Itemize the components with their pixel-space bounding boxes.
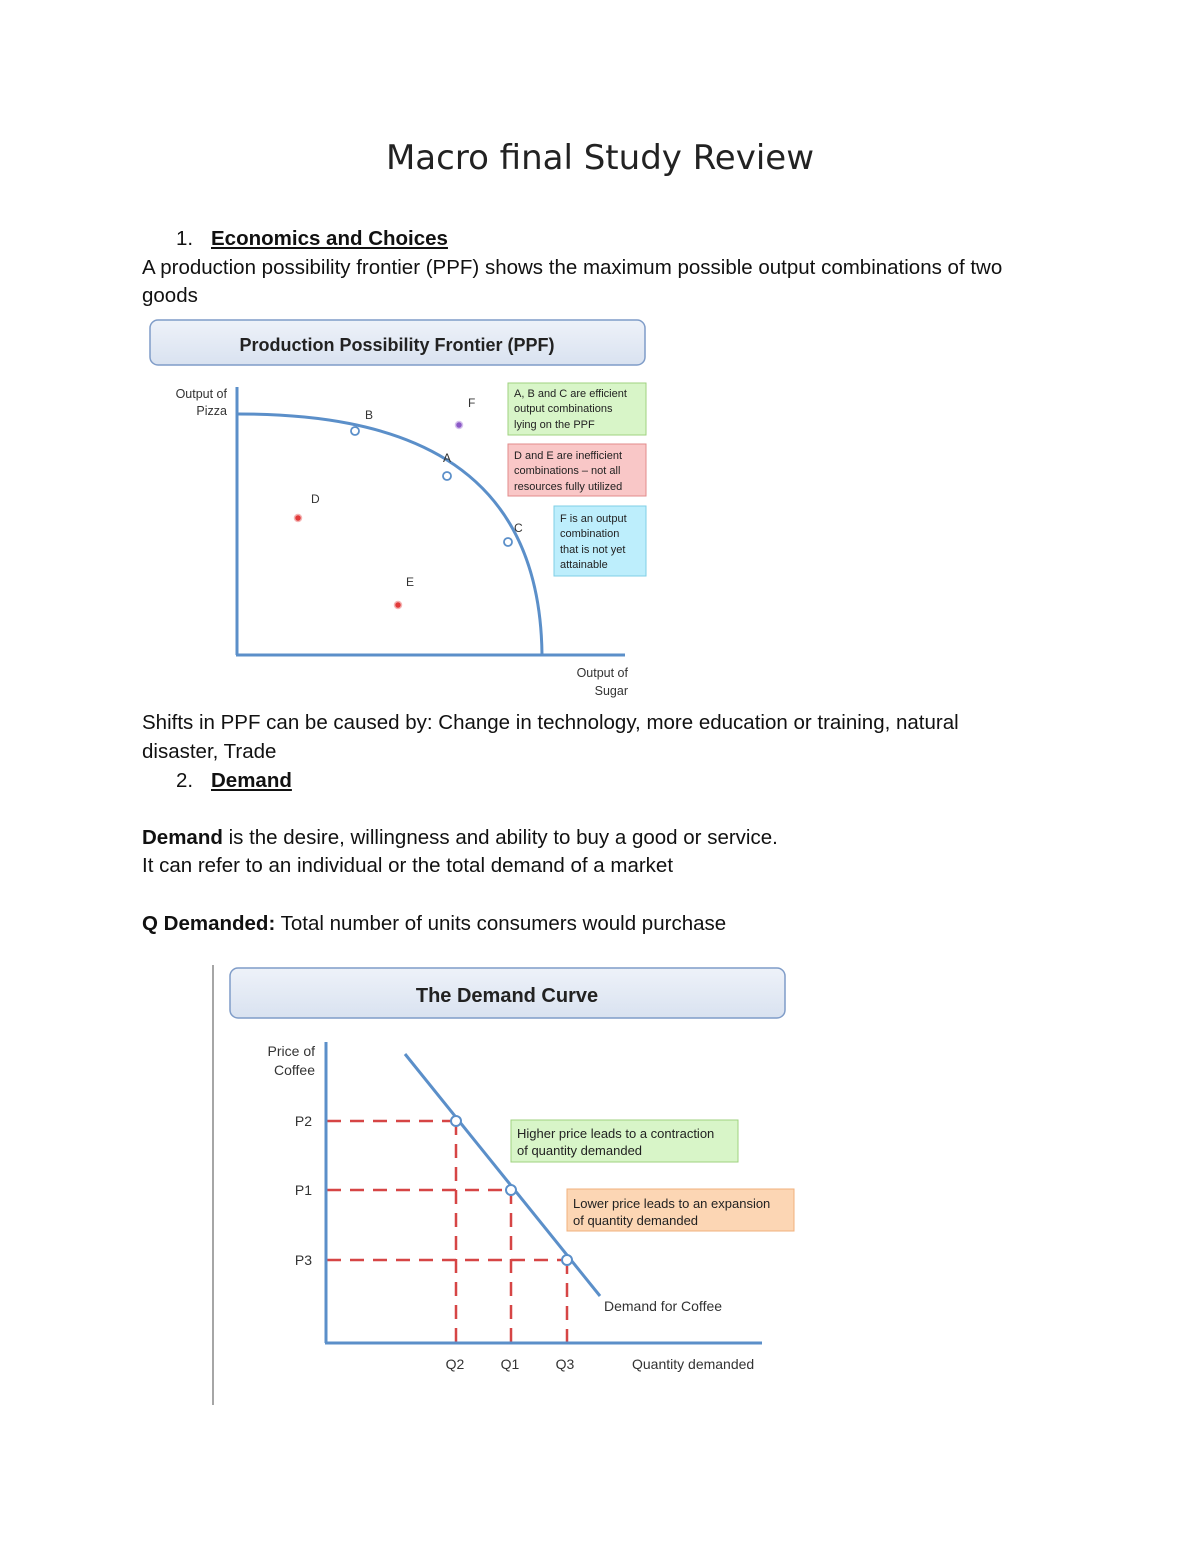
- section-title: Economics and Choices: [211, 227, 448, 250]
- demand-definition: [142, 824, 778, 852]
- demand-point-p2: [451, 1116, 461, 1126]
- ppf-definition-line-1: A production possibility frontier (PPF) shows the maximum possible output combinations of two: [142, 256, 1003, 279]
- section-number: 1.: [176, 227, 194, 250]
- ppf-y-label: Output of: [175, 387, 227, 401]
- ppf-note-blue-line: attainable: [560, 559, 608, 571]
- price-label-p1: P1: [294, 1182, 312, 1198]
- ppf-label-d: D: [311, 492, 320, 506]
- ppf-note-blue-line: combination: [560, 528, 620, 540]
- demand-definition-text: is the desire, willingness and ability to buy a good or service.: [222, 826, 778, 849]
- demand-point-p1: [506, 1185, 516, 1195]
- ppf-note-green-line: output combinations: [514, 403, 613, 415]
- document-title: Macro final Study Review: [385, 138, 815, 178]
- ppf-label-e: E: [406, 575, 415, 589]
- demand-definition-line-2: It can refer to an individual or the total demand of a market: [142, 854, 674, 877]
- demand-curve-label: Demand for Coffee: [604, 1298, 723, 1314]
- demand-title: The Demand Curve: [415, 985, 599, 1007]
- demand-note-green-line: of quantity demanded: [517, 1143, 643, 1158]
- section-title: Demand: [211, 769, 292, 792]
- ppf-point-d: [295, 515, 302, 522]
- demand-note-orange-line: of quantity demanded: [573, 1213, 699, 1228]
- ppf-note-red-line: D and E are inefficient: [514, 450, 623, 462]
- ppf-note-blue-line: F is an output: [560, 513, 627, 525]
- ppf-y-label-2: Pizza: [196, 404, 227, 418]
- ppf-label-b: B: [365, 408, 374, 422]
- demand-x-label: Quantity demanded: [632, 1356, 755, 1372]
- ppf-point-b: [351, 427, 359, 435]
- ppf-x-label-2: Sugar: [594, 684, 628, 698]
- ppf-title: Production Possibility Frontier (PPF): [239, 335, 555, 355]
- ppf-note-blue-line: that is not yet: [560, 544, 626, 556]
- q-demanded-text: Total number of units consumers would purchase: [275, 912, 727, 935]
- quantity-label-q2: Q2: [445, 1356, 465, 1372]
- quantity-label-q1: Q1: [500, 1356, 520, 1372]
- ppf-note-red-line: combinations – not all: [514, 465, 621, 477]
- demand-term: Demand: [142, 826, 223, 849]
- demand-note-green-line: Higher price leads to a contraction: [517, 1126, 715, 1141]
- ppf-label-c: C: [514, 521, 523, 535]
- price-label-p3: P3: [294, 1252, 312, 1268]
- demand-point-p3: [562, 1255, 572, 1265]
- quantity-label-q3: Q3: [555, 1356, 575, 1372]
- section-number: 2.: [176, 769, 194, 792]
- ppf-chart: [140, 315, 660, 705]
- ppf-shift-line-2: disaster, Trade: [142, 740, 277, 763]
- demand-y-label-2: Coffee: [274, 1062, 315, 1078]
- ppf-label-f: F: [468, 396, 476, 410]
- ppf-point-f: [456, 422, 463, 429]
- ppf-note-red-line: resources fully utilized: [514, 481, 623, 493]
- demand-y-label: Price of: [267, 1043, 315, 1059]
- ppf-curve: [238, 414, 542, 655]
- price-label-p2: P2: [294, 1113, 312, 1129]
- ppf-note-green-line: lying on the PPF: [514, 419, 595, 431]
- demand-chart: [205, 960, 805, 1410]
- ppf-point-c: [504, 538, 512, 546]
- ppf-point-e: [395, 602, 402, 609]
- ppf-definition-line-2: goods: [142, 284, 198, 307]
- ppf-point-a: [443, 472, 451, 480]
- demand-note-orange-line: Lower price leads to an expansion: [573, 1196, 771, 1211]
- ppf-x-label: Output of: [576, 666, 628, 680]
- ppf-label-a: A: [443, 451, 452, 465]
- q-demanded-definition: [142, 910, 726, 938]
- ppf-note-green-line: A, B and C are efficient: [514, 388, 627, 400]
- q-demanded-term: Q Demanded:: [142, 912, 276, 935]
- ppf-shift-line-1: Shifts in PPF can be caused by: Change in technology, more education or training, natural: [142, 711, 959, 734]
